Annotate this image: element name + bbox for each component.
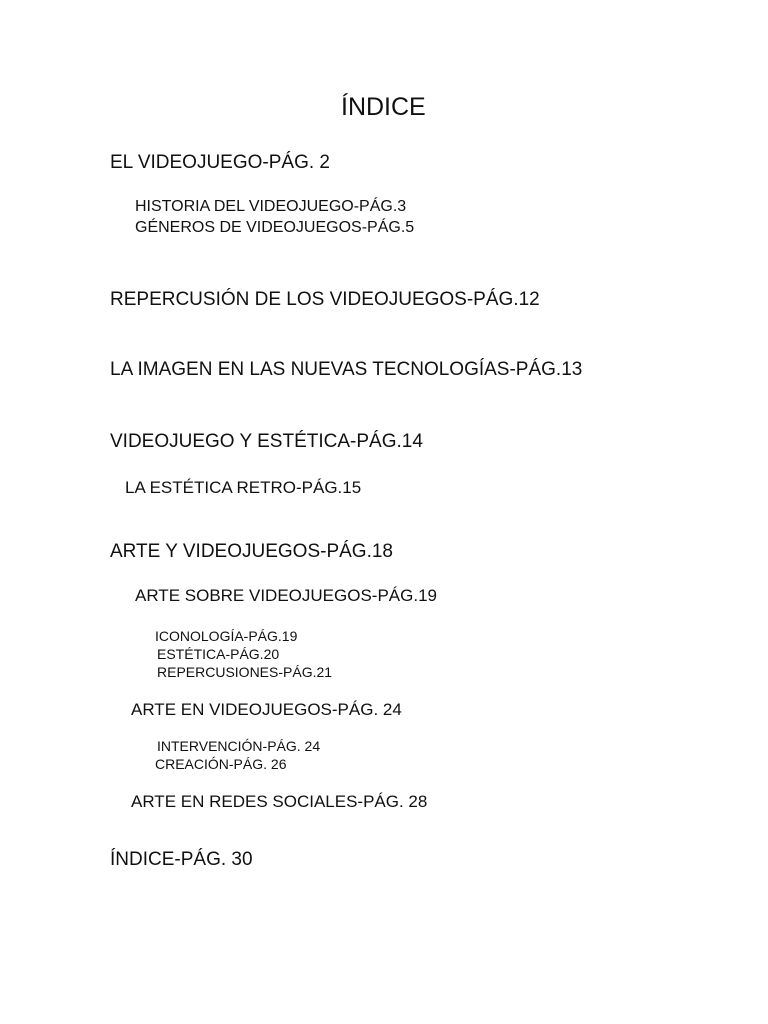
toc-entry-estetica: ESTÉTICA-PÁG.20: [157, 646, 280, 662]
toc-entry-indice: ÍNDICE-PÁG. 30: [110, 849, 253, 870]
toc-entry-repercusiones: REPERCUSIONES-PÁG.21: [157, 664, 333, 680]
toc-entry-creacion: CREACIÓN-PÁG. 26: [155, 756, 287, 772]
toc-entry-generos-de-videojuegos: GÉNEROS DE VIDEOJUEGOS-PÁG.5: [135, 219, 415, 236]
toc-entry-la-estetica-retro: LA ESTÉTICA RETRO-PÁG.15: [125, 478, 362, 497]
toc-entry-intervencion: INTERVENCIÓN-PÁG. 24: [157, 738, 321, 754]
toc-entry-historia-del-videojuego: HISTORIA DEL VIDEOJUEGO-PÁG.3: [135, 198, 407, 215]
toc-entry-arte-sobre-videojuegos: ARTE SOBRE VIDEOJUEGOS-PÁG.19: [135, 586, 437, 605]
toc-entry-videojuego-y-estetica: VIDEOJUEGO Y ESTÉTICA-PÁG.14: [110, 431, 423, 452]
toc-entry-el-videojuego: EL VIDEOJUEGO-PÁG. 2: [110, 152, 330, 173]
toc-entry-arte-y-videojuegos: ARTE Y VIDEOJUEGOS-PÁG.18: [110, 541, 393, 562]
toc-entry-iconologia: ICONOLOGÍA-PÁG.19: [155, 628, 298, 644]
toc-entry-repercusion: REPERCUSIÓN DE LOS VIDEOJUEGOS-PÁG.12: [110, 289, 540, 310]
page-title: ÍNDICE: [341, 93, 426, 121]
toc-entry-la-imagen: LA IMAGEN EN LAS NUEVAS TECNOLOGÍAS-PÁG.13: [110, 359, 583, 380]
toc-entry-arte-en-redes-sociales: ARTE EN REDES SOCIALES-PÁG. 28: [131, 792, 428, 811]
toc-entry-arte-en-videojuegos: ARTE EN VIDEOJUEGOS-PÁG. 24: [131, 700, 402, 719]
